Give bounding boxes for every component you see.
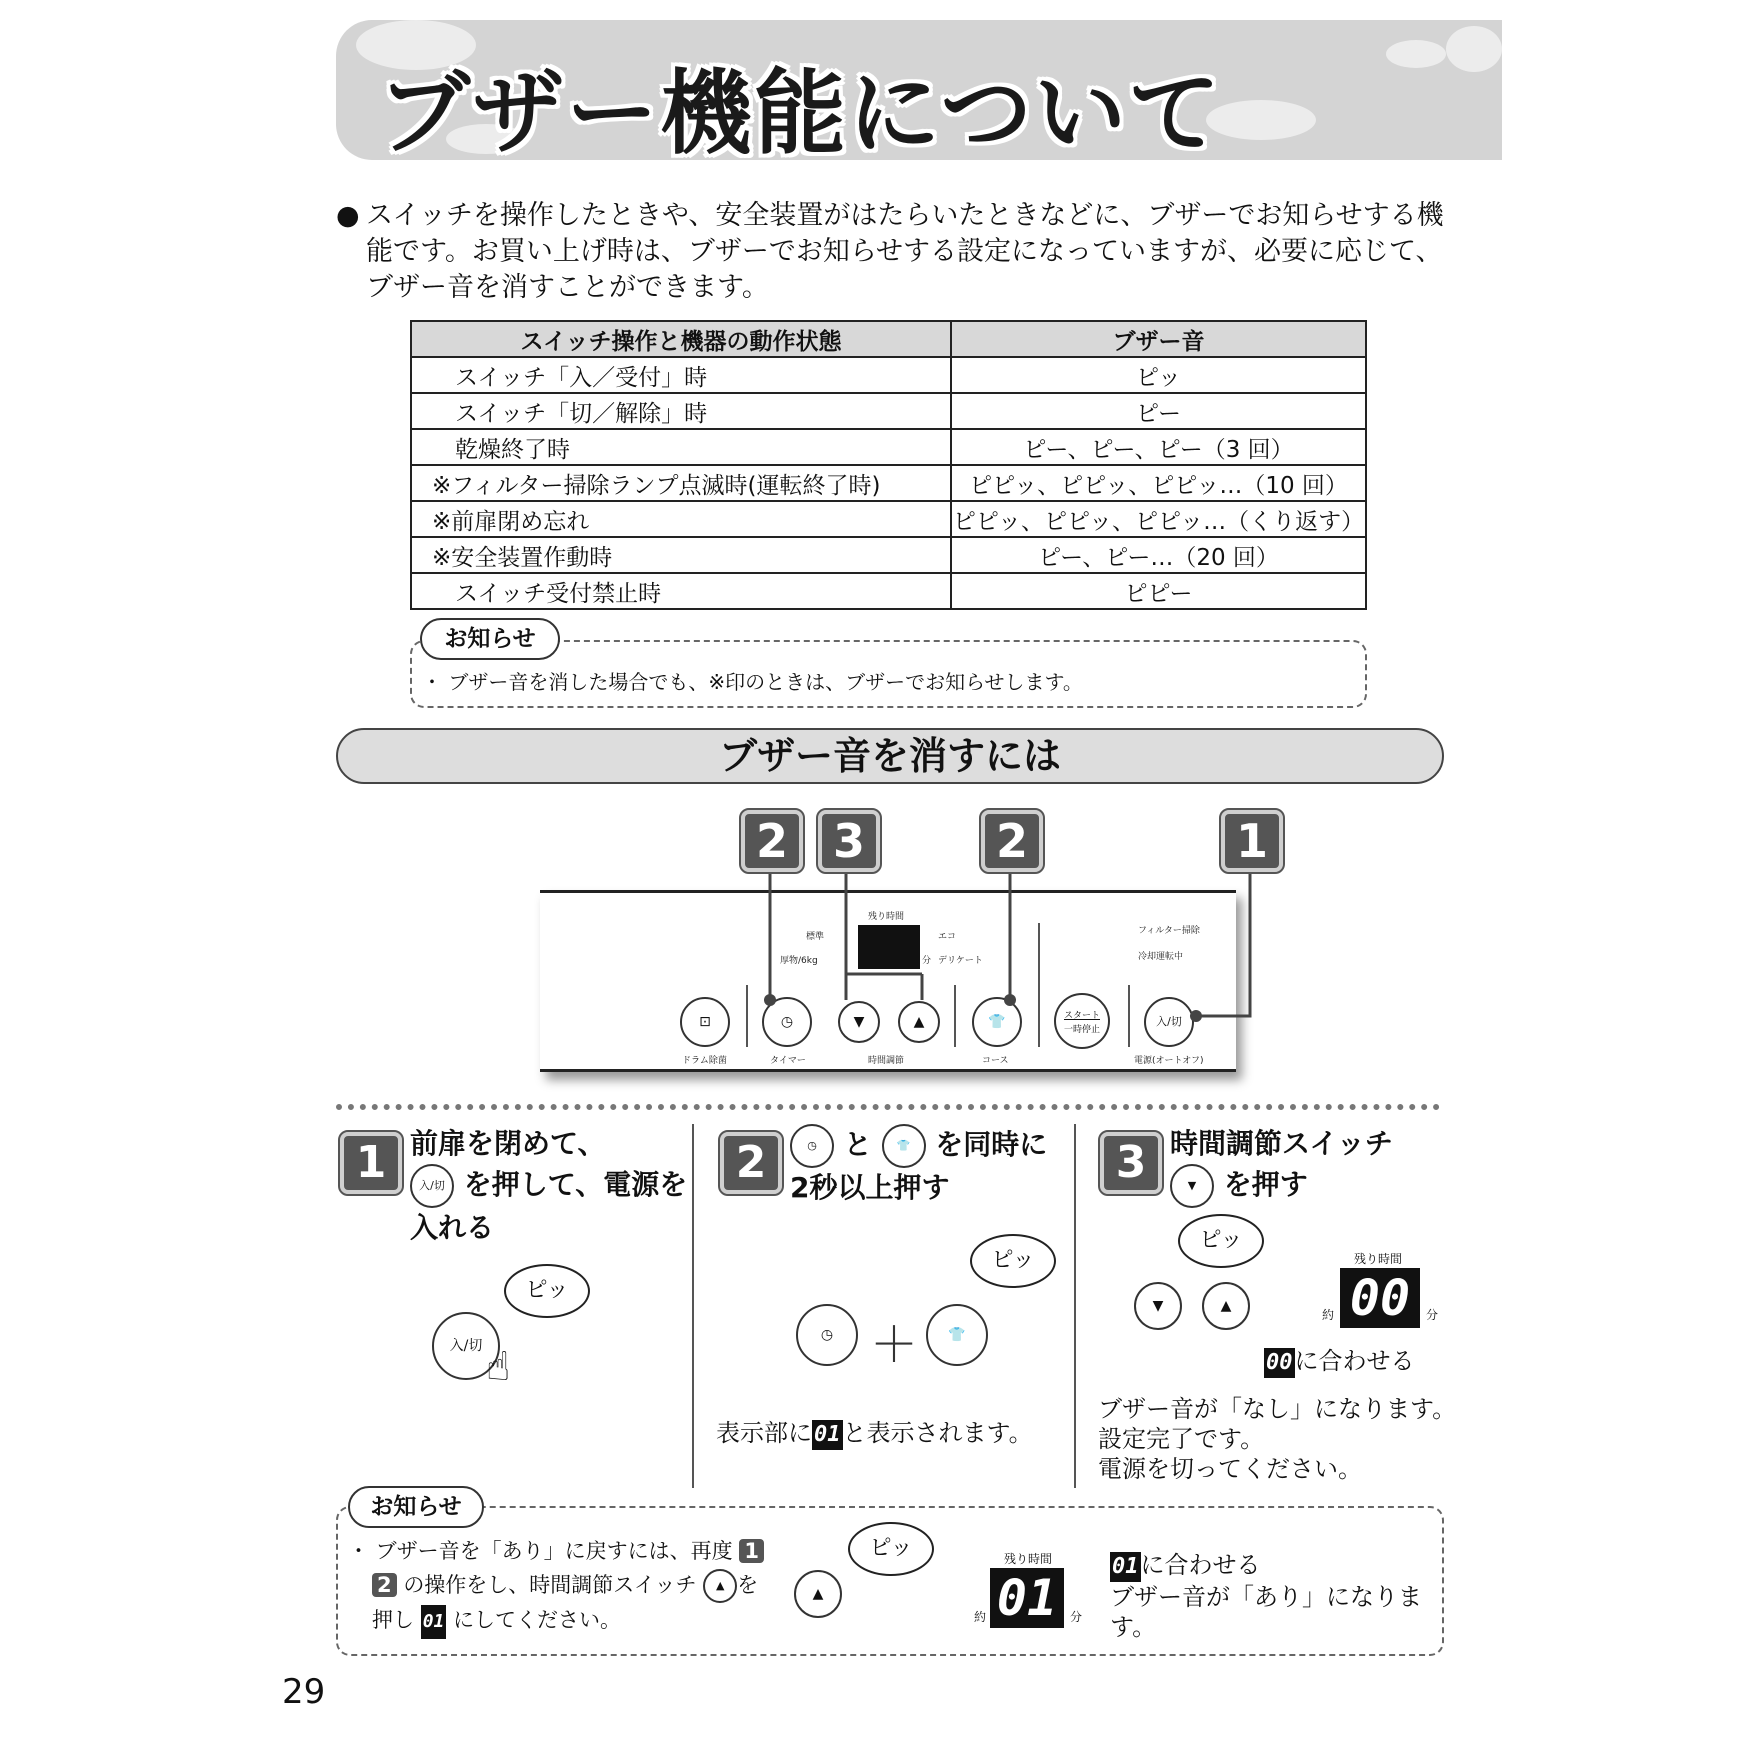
hand-icon: ☝ (486, 1344, 511, 1390)
table-cell: ピー (951, 393, 1366, 429)
table-header: スイッチ操作と機器の動作状態 (411, 321, 951, 357)
segment-display: 00 (1340, 1268, 1420, 1328)
clock-icon: ◷ (820, 1327, 834, 1343)
step-1-number: 1 (340, 1132, 402, 1194)
minute-unit-label: 分 (922, 956, 932, 966)
step-2-caption (716, 1418, 1033, 1450)
intro-text: スイッチを操作したときや、安全装置がはたらいたときなどに、ブザーでお知らせする機能です。お買い上げ時は、ブザーでお知らせする設定になっていますが、必要に応じて、ブザー音を消すことができます。 (366, 200, 1444, 303)
step-badge: 2 (741, 810, 803, 872)
timer-label: タイマー (770, 1056, 806, 1066)
dotted-divider (336, 1104, 1440, 1110)
mode-label: エコ (938, 932, 957, 942)
minute-unit-label: 分 (1426, 1308, 1439, 1322)
time-down-button-illustration (1134, 1282, 1182, 1330)
clock-icon: ◷ (780, 1014, 794, 1030)
step-3-result (1098, 1394, 1456, 1484)
step-3-line: を押す (1223, 1168, 1308, 1201)
result-line: ブザー音が「なし」になります。 (1098, 1395, 1457, 1423)
cooling-label: 冷却運転中 (1138, 952, 1184, 962)
approx-label: 約 (974, 1610, 987, 1624)
page-title: ブザー機能について (378, 60, 1223, 160)
step-1-line: 前扉を閉めて、 (410, 1127, 606, 1160)
step-divider (692, 1124, 694, 1488)
time-adjust-label: 時間調節 (868, 1056, 905, 1066)
timer-button-illustration (796, 1304, 858, 1366)
power-label: 電源(オートオフ) (1134, 1056, 1204, 1066)
speech-bubble: ピッ (970, 1234, 1056, 1288)
power-button-icon: 入/切 (410, 1164, 454, 1208)
step-badge: 3 (818, 810, 880, 872)
table-cell: スイッチ受付禁止時 (411, 573, 951, 609)
notice-label: お知らせ (348, 1486, 484, 1528)
notice-line: を (737, 1573, 759, 1597)
step-3-text (1170, 1124, 1393, 1208)
result-line: 設定完了です。 (1098, 1425, 1265, 1453)
table-cell: ※フィルター掃除ランプ点滅時(運転終了時) (411, 465, 951, 501)
mode-label: 標準 (806, 932, 825, 942)
triangle-up-icon: ▲ (703, 1569, 737, 1603)
table-cell: 乾燥終了時 (411, 429, 951, 465)
remaining-time-label: 残り時間 (868, 912, 905, 922)
segment-display: 01 (1110, 1552, 1141, 1582)
notice-line: ・ ブザー音を「あり」に戻すには、再度 (348, 1539, 733, 1563)
result-line: ブザー音が「あり」になります。 (1110, 1583, 1422, 1641)
table-header: ブザー音 (951, 321, 1366, 357)
triangle-down-icon: ▼ (1170, 1164, 1214, 1208)
drum-icon: ⊡ (699, 1014, 711, 1030)
notice-text: ・ ブザー音を消した場合でも、※印のときは、ブザーでお知らせします。 (422, 670, 1083, 694)
table-cell: ピピー (951, 573, 1366, 609)
power-button-illustration: 入/切 (432, 1312, 500, 1380)
step-2-text (790, 1124, 1047, 1208)
section-heading: ブザー音を消すには (336, 728, 1444, 784)
triangle-up-icon: ▲ (913, 1014, 925, 1030)
notice-line: の操作をし、時間調節スイッチ (403, 1573, 697, 1597)
segment-display: 00 (1264, 1348, 1295, 1378)
caption-text: 表示部に (716, 1419, 812, 1447)
step-badge: 2 (372, 1573, 397, 1597)
step-1-line: 入れる (410, 1211, 495, 1244)
page-number: 29 (282, 1672, 326, 1712)
table-cell: ピピッ、ピピッ、ピピッ…（くり返す） (951, 501, 1366, 537)
step-2-line: を同時に (935, 1128, 1048, 1161)
segment-display: 01 (421, 1605, 447, 1639)
segment-display: 01 (812, 1420, 843, 1450)
filter-label: フィルター掃除 (1138, 926, 1200, 936)
step-2-and: と (843, 1128, 872, 1161)
shirt-icon: 👕 (948, 1327, 966, 1343)
course-button-illustration (926, 1304, 988, 1366)
step-2-number: 2 (720, 1132, 782, 1194)
table-cell: ※安全装置作動時 (411, 537, 951, 573)
notice-label: お知らせ (420, 618, 560, 660)
step-3-set (1264, 1346, 1415, 1378)
step-badge: 1 (739, 1539, 764, 1563)
set-text: に合わせる (1294, 1347, 1415, 1375)
speech-bubble: ピッ (1178, 1214, 1264, 1268)
notice-line: 押し (372, 1608, 414, 1632)
table-cell: スイッチ「切／解除」時 (411, 393, 951, 429)
table-cell: ピー、ピー、ピー（3 回） (951, 429, 1366, 465)
shirt-icon: 👕 (988, 1014, 1006, 1030)
approx-label: 約 (1322, 1308, 1335, 1322)
drum-label: ドラム除菌 (682, 1056, 727, 1066)
notice-box (336, 1506, 1444, 1656)
time-up-button-illustration (794, 1570, 842, 1618)
result-line: 電源を切ってください。 (1098, 1455, 1362, 1483)
course-label: コース (982, 1056, 1009, 1066)
remaining-time-label: 残り時間 (1354, 1252, 1403, 1266)
pause-label: 一時停止 (1063, 1025, 1100, 1035)
speech-bubble: ピッ (848, 1522, 934, 1576)
bullet-icon: ● (336, 200, 360, 231)
triangle-up-icon: ▲ (812, 1586, 824, 1602)
speech-bubble: ピッ (504, 1264, 590, 1318)
start-label: スタート (1063, 1011, 1100, 1021)
step-3-number: 3 (1100, 1132, 1162, 1194)
minute-unit-label: 分 (1070, 1610, 1083, 1624)
step-2-line: 2秒以上押す (790, 1171, 950, 1204)
table-cell: ※前扉閉め忘れ (411, 501, 951, 537)
remaining-time-label: 残り時間 (1004, 1552, 1053, 1566)
step-divider (1074, 1124, 1076, 1488)
triangle-down-icon: ▼ (1152, 1298, 1164, 1314)
step-badge: 2 (981, 810, 1043, 872)
caption-text: と表示されます。 (842, 1419, 1033, 1447)
triangle-down-icon: ▼ (853, 1014, 865, 1030)
mode-label: デリケート (938, 956, 983, 966)
plus-icon: ＋ (870, 1317, 919, 1373)
time-up-button-illustration (1202, 1282, 1250, 1330)
notice-text (348, 1534, 764, 1639)
step-1-text (410, 1124, 687, 1248)
step-badge: 1 (1221, 810, 1283, 872)
table-cell: ピッ (951, 357, 1366, 393)
table-cell: スイッチ「入／受付」時 (411, 357, 951, 393)
triangle-up-icon: ▲ (1220, 1298, 1232, 1314)
notice-result (1110, 1550, 1442, 1642)
notice-line: にしてください。 (453, 1608, 622, 1632)
table-cell: ピピッ、ピピッ、ピピッ…（10 回） (951, 465, 1366, 501)
segment-display: 01 (990, 1568, 1064, 1628)
table-cell: ピー、ピー…（20 回） (951, 537, 1366, 573)
clock-icon: ◷ (790, 1124, 834, 1168)
step-1-line: を押して、電源を (463, 1168, 688, 1201)
shirt-icon: 👕 (882, 1124, 926, 1168)
mode-label: 厚物/6kg (780, 956, 818, 966)
set-text: に合わせる (1140, 1551, 1261, 1579)
step-3-line: 時間調節スイッチ (1170, 1127, 1393, 1160)
power-button[interactable]: 入/切 (1144, 997, 1194, 1047)
